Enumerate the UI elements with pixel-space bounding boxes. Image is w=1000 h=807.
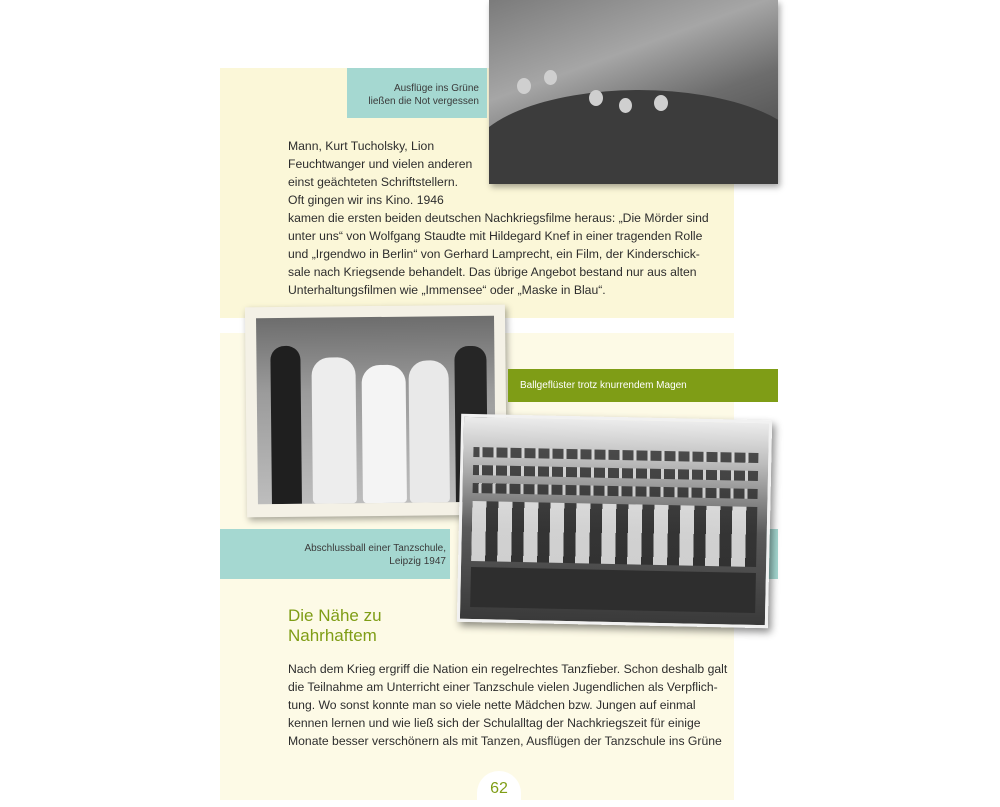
photo-group-row <box>473 447 758 463</box>
caption-dance-school-line: Abschlussball einer Tanzschule, <box>304 543 446 554</box>
body-text-wide <box>288 209 728 299</box>
heading-line: Nahrhaftem <box>288 626 377 645</box>
caption-outing-line: Ausflüge ins Grüne <box>393 83 479 94</box>
photo-couples-person <box>311 357 357 503</box>
text-line: einst geächteten Schriftstellern. <box>288 175 459 189</box>
text-line: Nach dem Krieg ergriff die Nation ein regelrechtes Tanzfieber. Schon deshalb galt <box>288 662 728 676</box>
body-text-bottom <box>288 660 728 750</box>
section-heading <box>288 606 382 646</box>
caption-dance-school <box>220 529 450 579</box>
photo-outing <box>489 0 778 184</box>
text-line: Mann, Kurt Tucholsky, Lion <box>288 139 435 153</box>
photo-outing-person <box>619 98 632 113</box>
text-line: Oft gingen wir ins Kino. 1946 <box>288 193 444 207</box>
photo-couples-person <box>362 365 407 503</box>
text-line: sale nach Kriegsende behandelt. Das übrige Angebot bestand nur aus alten <box>288 265 697 279</box>
text-line: Feuchtwanger und vielen anderen <box>288 157 473 171</box>
text-line: kamen die ersten beiden deutschen Nachkriegsfilme heraus: „Die Mörder sind <box>288 211 709 225</box>
text-line: kennen lernen und wie ließ sich der Schulalltag der Nachkriegszeit für einige <box>288 716 701 730</box>
heading-line: Die Nähe zu <box>288 606 382 625</box>
photo-dance-school-group <box>457 414 772 628</box>
photo-outing-ground <box>489 90 778 184</box>
text-line: Unterhaltungsfilmen wie „Immensee“ oder „Maske in Blau“. <box>288 283 606 297</box>
photo-outing-person <box>544 70 557 85</box>
caption-outing <box>347 68 487 118</box>
photo-couples-person <box>408 360 449 502</box>
body-text-narrow <box>288 137 478 209</box>
photo-outing-person <box>517 78 531 94</box>
caption-outing-line: ließen die Not vergessen <box>368 96 479 107</box>
text-line: die Teilnahme am Unterricht einer Tanzschule vielen Jugendlichen als Verpflich- <box>288 680 718 694</box>
text-line: tung. Wo sonst konnte man so viele nette Mädchen bzw. Jungen auf einmal <box>288 698 696 712</box>
text-line: Monate besser verschönern als mit Tanzen, Ausflügen der Tanzschule ins Grüne <box>288 734 722 748</box>
caption-ball: Ballgeflüster trotz knurrendem Magen <box>508 369 778 402</box>
page-number: 62 <box>477 771 521 803</box>
photo-outing-person <box>654 95 668 111</box>
photo-outing-person <box>589 90 603 106</box>
caption-dance-school-line: Leipzig 1947 <box>389 556 446 567</box>
photo-group-row <box>473 483 758 499</box>
photo-group-row <box>473 465 758 481</box>
text-line: und „Irgendwo in Berlin“ von Gerhard Lamprecht, ein Film, der Kinderschick- <box>288 247 700 261</box>
photo-group-floor <box>470 567 756 613</box>
photo-group-front-row <box>471 501 757 567</box>
text-line: unter uns“ von Wolfgang Staudte mit Hildegard Knef in einer tragenden Rolle <box>288 229 703 243</box>
photo-couples-person <box>270 346 302 504</box>
